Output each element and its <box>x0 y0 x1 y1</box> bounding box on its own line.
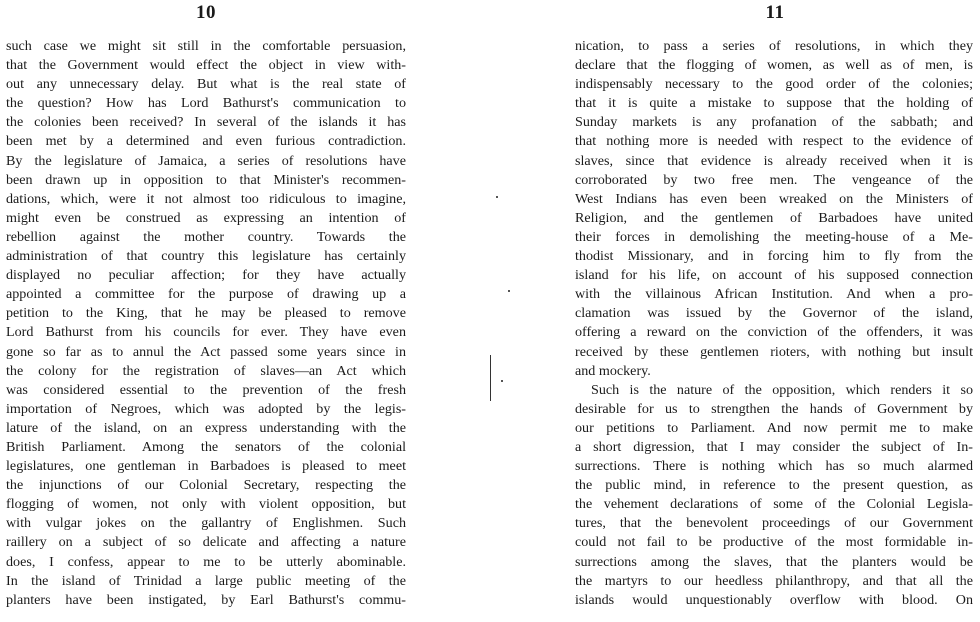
text-line: the colony for the registration of slaves—an Act which <box>6 362 406 379</box>
text-line: could not fail to be productive of the most formidable in- <box>575 534 973 551</box>
text-line: Lord Bathurst from his councils for ever. They have even <box>6 324 406 341</box>
text-line: might even be construed as expressing an intention of <box>6 209 406 226</box>
page-number-right: 11 <box>765 2 785 23</box>
text-line: dations, which, were it not almost too ridiculous to imagine, <box>6 190 406 207</box>
text-line: corroborated by two free men. The vengeance of the <box>575 171 973 188</box>
text-line: nication, to pass a series of resolutions, in which they <box>575 38 973 54</box>
text-line: that the Government would effect the object in view with- <box>6 57 406 74</box>
text-line: In the island of Trinidad a large public meeting of the <box>6 572 406 589</box>
text-line: offering a reward on the conviction of the offenders, it was <box>575 324 973 341</box>
text-line: administration of that country this legislature has certainly <box>6 248 406 265</box>
text-line: appointed a committee for the purpose of drawing up a <box>6 286 406 303</box>
text-line: does, I confess, appear to me to be utterly abominable. <box>6 553 406 570</box>
text-line: and mockery. <box>575 362 651 379</box>
text-line: such case we might sit still in the comfortable persuasion, <box>6 38 406 54</box>
text-line: surrections. There is nothing which has so much alarmed <box>575 458 973 475</box>
text-line: West Indians has even been wreaked on the Ministers of <box>575 190 973 207</box>
gutter-binding-mark <box>490 355 491 401</box>
text-line: planters have been instigated, by Earl Bathurst's commu- <box>6 591 406 608</box>
left-page-text <box>6 37 406 610</box>
text-line: island for his life, on account of his supposed connection <box>575 267 973 284</box>
text-line: slaves, since that evidence is already received when it is <box>575 152 973 169</box>
text-line: that nothing more is needed with respect to the evidence of <box>575 133 973 150</box>
text-line: the injunctions of our Colonial Secretary, respecting the <box>6 477 406 494</box>
text-line: clamation was issued by the Governor of the island, <box>575 305 973 322</box>
text-line: declare that the flogging of women, as well as of men, is <box>575 57 973 74</box>
text-line: the vehement declarations of some of the Colonial Legisla- <box>575 496 973 513</box>
text-line: displayed no peculiar affection; for they have actually <box>6 267 406 284</box>
text-line: tures, that the benevolent proceedings of our Government <box>575 515 973 532</box>
text-line: a short digression, that I may consider the subject of In- <box>575 438 973 455</box>
text-line: with vulgar jokes on the gallantry of Englishmen. Such <box>6 515 406 532</box>
text-line: British Parliament. Among the senators of the colonial <box>6 438 406 455</box>
text-line: out any unnecessary delay. But what is the real state of <box>6 76 406 93</box>
text-line: the question? How has Lord Bathurst's communication to <box>6 95 406 112</box>
page-number-left: 10 <box>196 2 216 23</box>
text-line: lature of the island, on an express understanding with the <box>6 419 406 436</box>
text-line: By the legislature of Jamaica, a series of resolutions have <box>6 152 406 169</box>
text-line: received by these gentlemen rioters, with nothing but insult <box>575 343 973 360</box>
gutter-speck <box>508 290 510 292</box>
text-line: legislatures, one gentleman in Barbadoes is pleased to meet <box>6 458 406 475</box>
text-line: surrections among the slaves, that the planters would be <box>575 553 973 570</box>
text-line: the public mind, in reference to the present question, as <box>575 477 973 494</box>
text-line: their forces in demolishing the meeting-house of a Me- <box>575 228 973 245</box>
text-line: with the villainous African Institution. And when a pro- <box>575 286 973 303</box>
text-line: rebellion against the mother country. Towards the <box>6 228 406 245</box>
text-line: importation of Negroes, which was adopted by the legis- <box>6 400 406 417</box>
text-line: raillery on a subject of so delicate and affecting a nature <box>6 534 406 551</box>
text-line: indispensably necessary to the good order of the colonies; <box>575 76 973 93</box>
text-line: islands would unquestionably overflow with blood. On <box>575 591 973 608</box>
text-line: flogging of women, not only with violent opposition, but <box>6 496 406 513</box>
text-line: the martyrs to our heedless philanthropy, and that all the <box>575 572 973 589</box>
text-line: our petitions to Parliament. And now permit me to make <box>575 419 973 436</box>
text-line: Religion, and the gentlemen of Barbadoes have united <box>575 209 973 226</box>
text-line: Such is the nature of the opposition, which renders it so <box>591 381 973 398</box>
text-line: the colonies been received? In several of the islands it has <box>6 114 406 131</box>
text-line: gone so far as to annul the Act passed some years since in <box>6 343 406 360</box>
text-line: that it is quite a mistake to suppose that the holding of <box>575 95 973 112</box>
text-line: thodist Missionary, and in forcing him to fly from the <box>575 248 973 265</box>
text-line: was considered essential to the prevention of the fresh <box>6 381 406 398</box>
gutter-speck <box>496 196 498 198</box>
text-line: petition to the King, that he may be pleased to remove <box>6 305 406 322</box>
right-page-text <box>575 37 973 610</box>
text-line: been met by a determined and even furious contradiction. <box>6 133 406 150</box>
gutter-speck <box>501 380 503 382</box>
text-line: desirable for us to strengthen the hands of Government by <box>575 400 973 417</box>
text-line: Sunday markets is any profanation of the sabbath; and <box>575 114 973 131</box>
text-line: been drawn up in opposition to that Minister's recommen- <box>6 171 406 188</box>
